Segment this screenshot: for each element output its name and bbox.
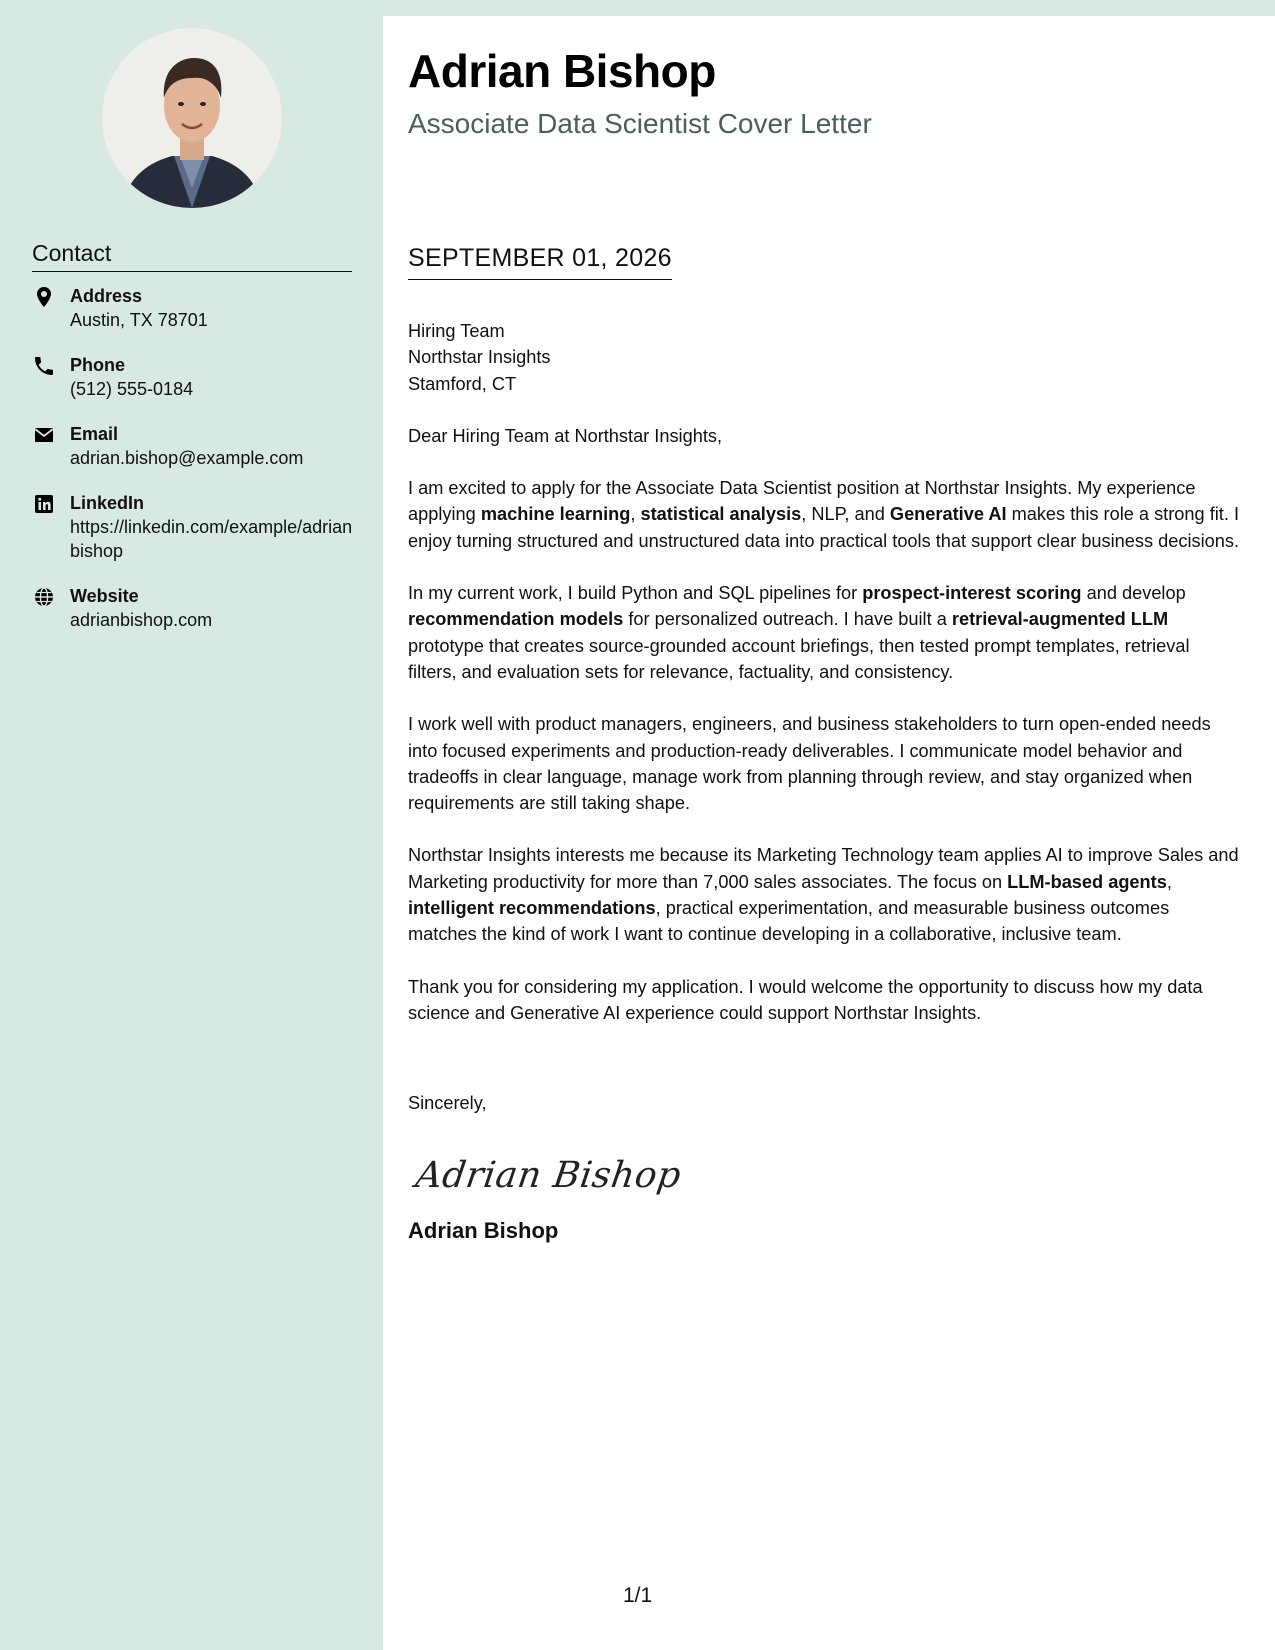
page-title: Adrian Bishop [408,45,716,97]
phone-icon [32,354,56,378]
letter-body [408,318,1240,1244]
contact-label: Email [70,424,119,444]
paragraph-3: I work well with product managers, engineers, and business stakeholders to turn open-ended needs into focused experiments and production-ready deliverables. I communicate model behavior and tradeoffs in clear language, manage work from planning through review, and stay organized when requirements are still taking shape. [408,714,1211,814]
contact-website [32,584,362,632]
page-subtitle: Associate Data Scientist Cover Letter [408,108,872,139]
closing: Sincerely, [408,1093,487,1114]
contact-value[interactable]: https://linkedin.com/example/adrianbishop [70,517,353,561]
signature: Adrian Bishop [413,1154,684,1196]
contact-value[interactable]: adrianbishop.com [70,610,213,630]
letter-page [383,16,1275,1650]
recipient-line: Stamford, CT [408,373,517,394]
contact-phone [32,353,362,401]
contact-address [32,284,362,332]
contact-label: LinkedIn [70,493,145,513]
contact-list [32,284,362,653]
recipient-block [408,318,1240,397]
contact-heading: Contact [32,240,352,272]
contact-label: Address [70,286,143,306]
contact-email [32,422,362,470]
email-icon [32,423,56,447]
letter-date: SEPTEMBER 01, 2026 [408,244,672,280]
recipient-line: Hiring Team [408,321,505,341]
contact-value: Austin, TX 78701 [70,310,208,330]
contact-label: Phone [70,355,126,375]
paragraph-2: In my current work, I build Python and SQL pipelines for prospect-interest scoring and develop recommendation models for personalized outreach. I have built a retrieval-augmented LLM prototype that creates source-grounded account briefings, then tested prompt templates, retrieval filters, and evaluation sets for relevance, factuality, and consistency. [408,583,1190,682]
paragraph-4: Northstar Insights interests me because its Marketing Technology team applies AI to improve Sales and Marketing productivity for more than 7,000 sales associates. The focus on LLM-based agents, intelligent recommendations, practical experimentation, and measurable business outcomes matches the kind of work I want to continue developing in a collaborative, inclusive team. [408,845,1239,945]
contact-linkedin [32,491,362,563]
signer-name: Adrian Bishop [408,1217,559,1243]
contact-value[interactable]: adrian.bishop@example.com [70,448,304,468]
contact-label: Website [70,586,139,606]
contact-value: (512) 555-0184 [70,379,194,399]
sidebar [0,0,383,1650]
greeting: Dear Hiring Team at Northstar Insights, [408,425,723,446]
map-pin-icon [32,285,56,309]
globe-icon [32,585,56,609]
avatar [102,28,282,208]
page-number: 1/1 [623,1584,653,1607]
recipient-line: Northstar Insights [408,347,551,368]
paragraph-5: Thank you for considering my application. I would welcome the opportunity to discuss how my data science and Generative AI experience could support Northstar Insights. [408,976,1203,1023]
profile-photo [102,28,282,208]
paragraph-1: I am excited to apply for the Associate Data Scientist position at Northstar Insights. My experience applying machine learning, statistical analysis, NLP, and Generative AI makes this role a strong fit. I enjoy turning structured and unstructured data into practical tools that support clear business decisions. [408,478,1240,551]
linkedin-icon [32,492,56,516]
